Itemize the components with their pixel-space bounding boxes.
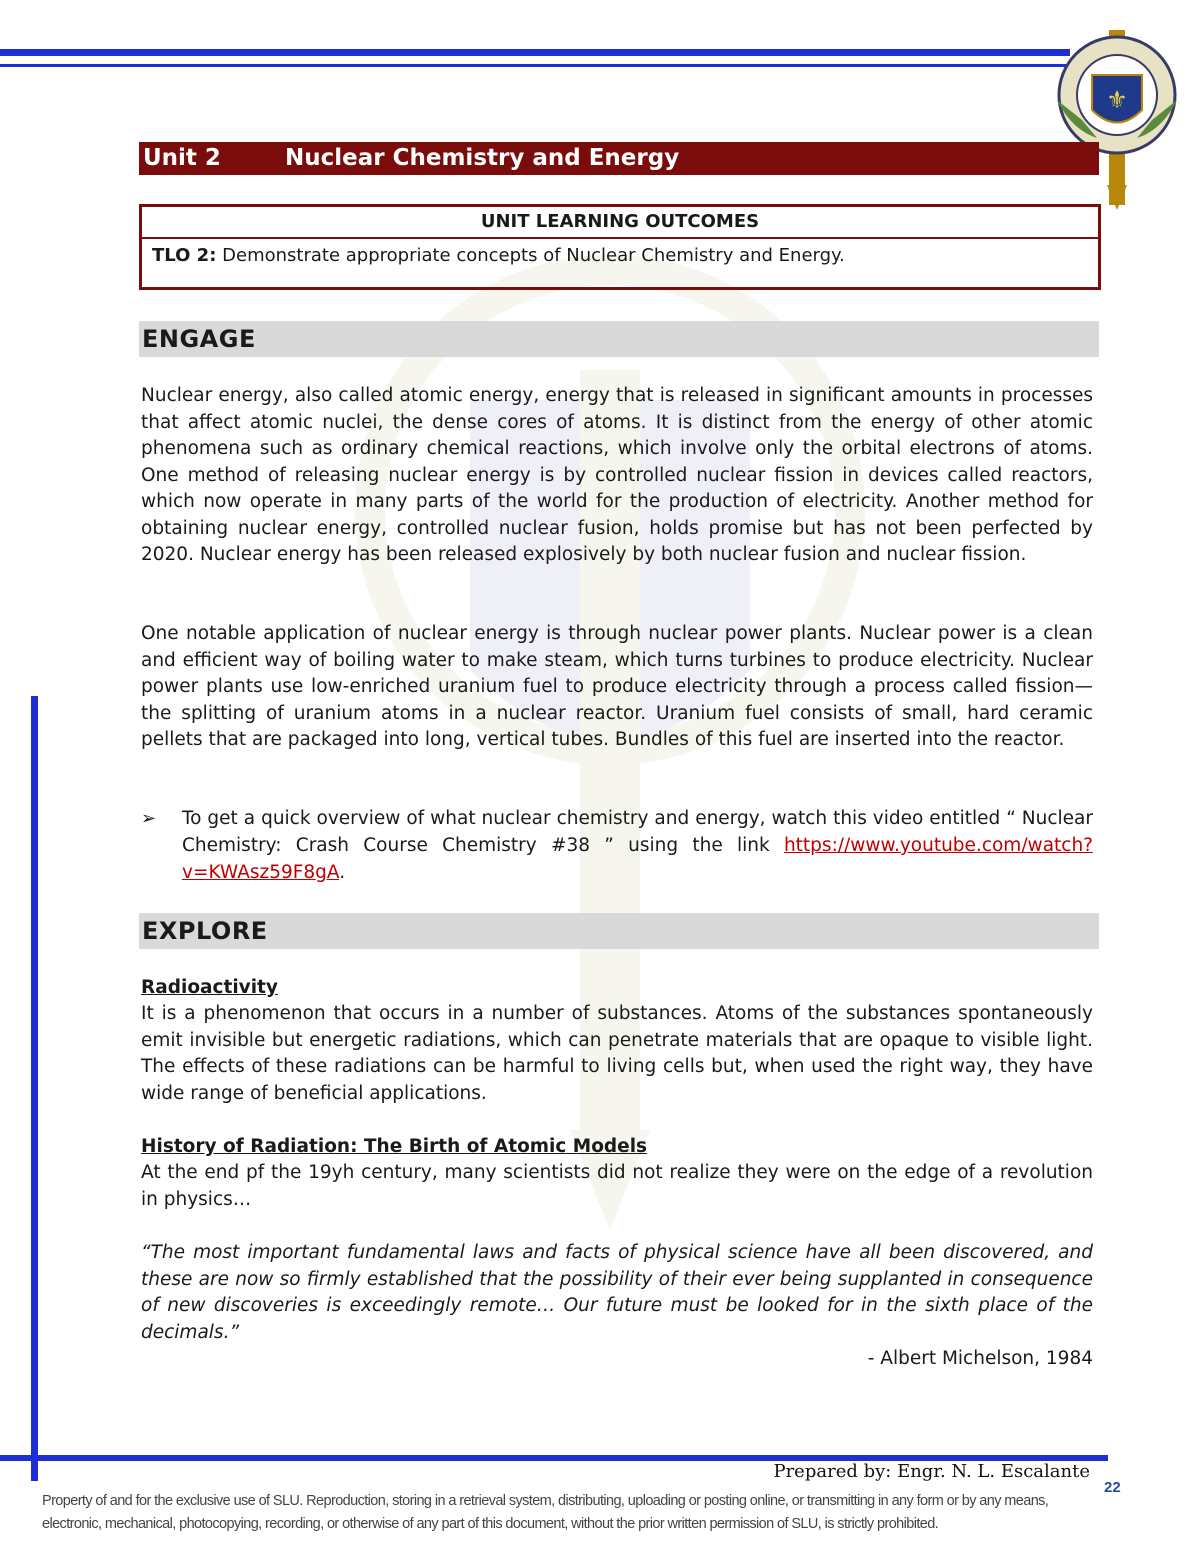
unit-learning-outcomes-box bbox=[139, 204, 1101, 290]
copyright-notice: Property of and for the exclusive use of SLU. Reproduction, storing in a retrieval system, distributing, uploading or posting online, or transmitting in any form or by any means, electronic, mechanical, photocopying, recording, or otherwise of any part of this document, without the prior written permission of SLU, is strictly prohibited. bbox=[42, 1493, 1049, 1532]
top-rule-thin bbox=[0, 64, 1070, 67]
unit-number: Unit 2 bbox=[143, 145, 221, 171]
quote-attribution: - Albert Michelson, 1984 bbox=[867, 1348, 1093, 1369]
section-heading-explore: EXPLORE bbox=[139, 913, 1099, 949]
ulo-body bbox=[142, 239, 1098, 273]
unit-title: Nuclear Chemistry and Energy bbox=[285, 145, 680, 171]
michelson-quote: “The most important fundamental laws and facts of physical science have all been discovered, and these are now so firmly established that the possibility of their ever being supplanted in consequence of new discoveries is exceedingly remote… Our future must be looked for in the sixth place of the decimals.” bbox=[141, 1242, 1093, 1343]
history-heading: History of Radiation: The Birth of Atomic Models bbox=[141, 1136, 648, 1157]
engage-paragraph-1: Nuclear energy, also called atomic energy, energy that is released in significant amounts in processes that affect atomic nuclei, the dense cores of atoms. It is distinct from the energy of other atomic phenomena such as ordinary chemical reactions, which involve only the orbital electrons of atoms. One method of releasing nuclear energy is by controlled nuclear fission in devices called reactors, which now operate in many parts of the world for the production of electricity. Another method for obtaining nuclear energy, controlled nuclear fusion, holds promise but has not been perfected by 2020. Nuclear energy has been released explosively by both nuclear fusion and nuclear fission. bbox=[141, 385, 1093, 565]
engage-paragraph-2: One notable application of nuclear energy is through nuclear power plants. Nuclear power is a clean and efficient way of boiling water to make steam, which turns turbines to produce electricity. Nuclear power plants use low-enriched uranium fuel to produce electricity through a process called fission—the splitting of uranium atoms in a nuclear reactor. Uranium fuel consists of small, hard ceramic pellets that are packaged into long, vertical tubes. Bundles of this fuel are inserted into the reactor. bbox=[141, 623, 1093, 750]
arrow-bullet-icon: ➢ bbox=[141, 808, 157, 829]
bullet-sentence: To get a quick overview of what nuclear chemistry and energy, watch this video entitled “ Nuclear Chemistry: Crash Course Chemistry #38 ” using the link bbox=[182, 808, 1093, 856]
radioactivity-heading: Radioactivity bbox=[141, 977, 278, 998]
page-number: 22 bbox=[1104, 1479, 1121, 1496]
bullet-end: . bbox=[339, 862, 346, 883]
left-margin-rule bbox=[31, 696, 38, 1481]
video-bullet bbox=[141, 805, 1093, 886]
unit-title-bar bbox=[139, 142, 1099, 175]
section-heading-engage: ENGAGE bbox=[139, 321, 1099, 357]
prepared-by: Prepared by: Engr. N. L. Escalante bbox=[773, 1461, 1090, 1482]
tlo-label: TLO 2: bbox=[152, 245, 217, 266]
fleur-de-lis-icon: ⚜ bbox=[1106, 86, 1128, 114]
ulo-header: UNIT LEARNING OUTCOMES bbox=[142, 207, 1098, 239]
youtube-link[interactable]: https://www.youtube.com/watch?v=KWAsz59F8gA bbox=[182, 835, 1093, 883]
top-rule-thick bbox=[0, 49, 1070, 56]
bullet-text bbox=[182, 805, 1093, 886]
university-seal-icon bbox=[1052, 20, 1182, 210]
tlo-text: Demonstrate appropriate concepts of Nuclear Chemistry and Energy. bbox=[216, 245, 845, 266]
radioactivity-paragraph: It is a phenomenon that occurs in a number of substances. Atoms of the substances spontaneously emit invisible but energetic radiations, which can penetrate materials that are opaque to visible light. The effects of these radiations can be harmful to living cells but, when used the right way, they have wide range of beneficial applications. bbox=[141, 1003, 1093, 1104]
history-paragraph: At the end pf the 19yh century, many scientists did not realize they were on the edge of a revolution in physics… bbox=[141, 1162, 1093, 1210]
